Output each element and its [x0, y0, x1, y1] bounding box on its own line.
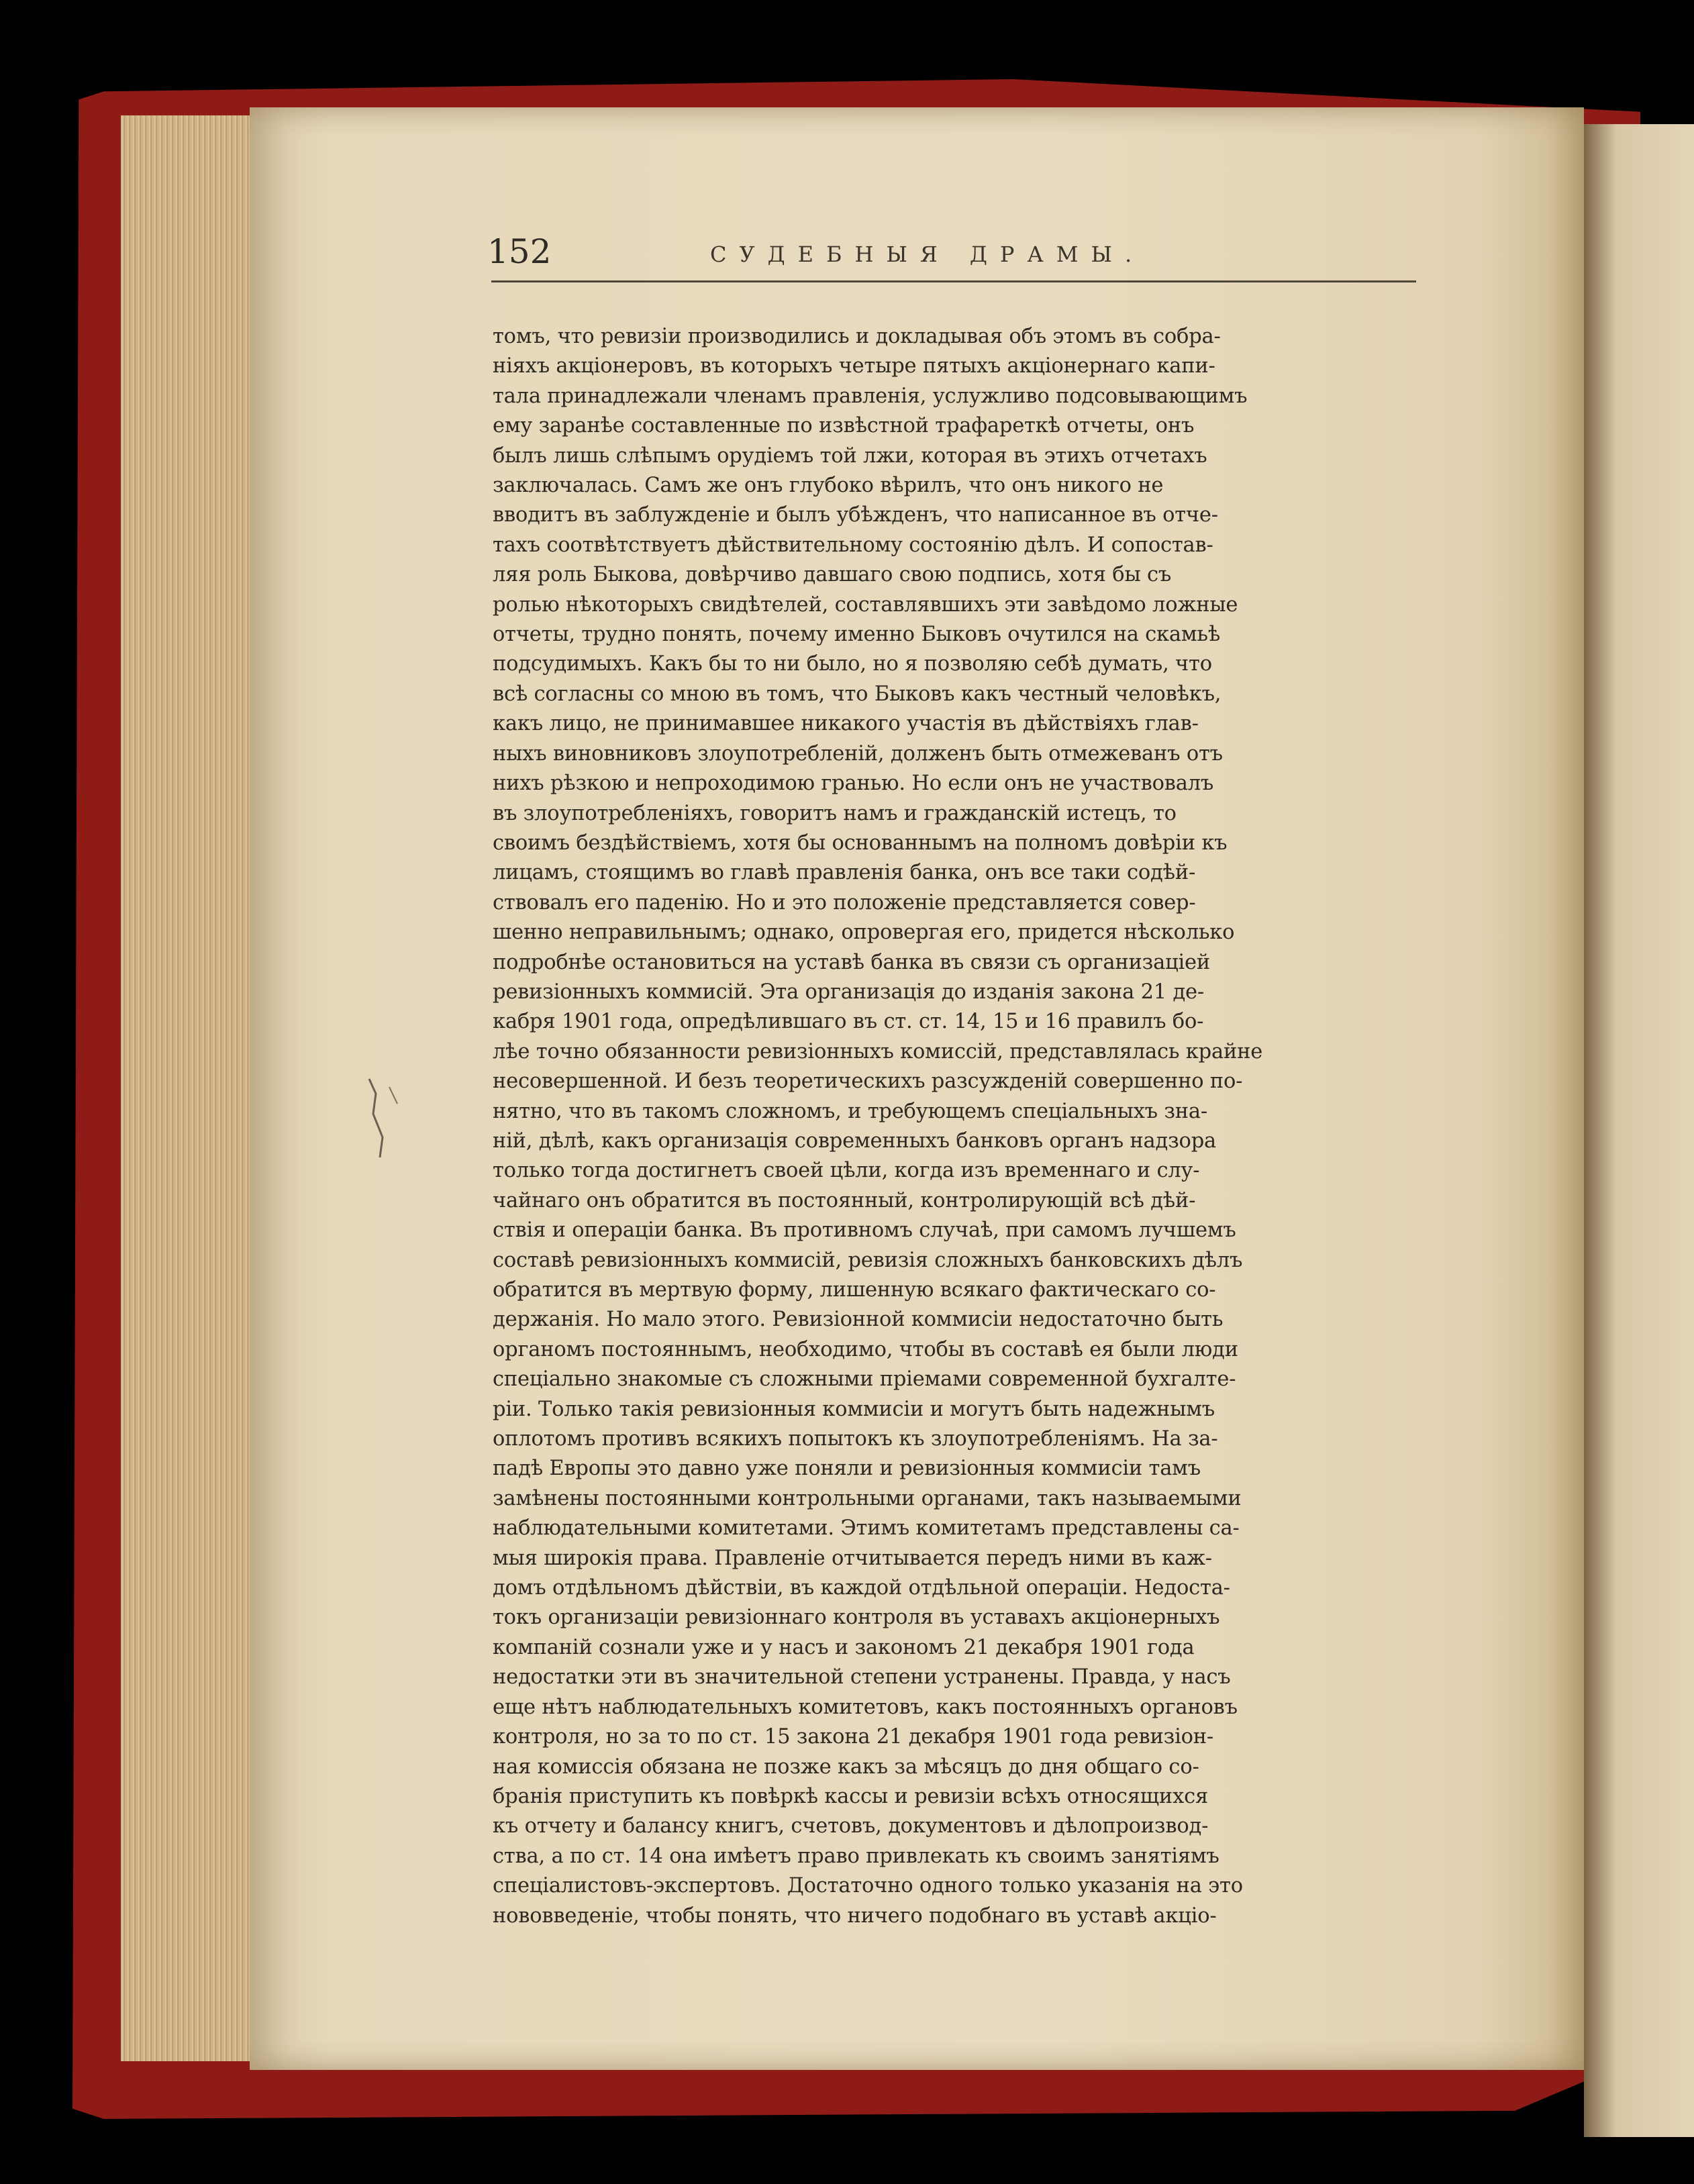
text-line: несовершенной. И безъ теоретическихъ разсужденій совершенно по- — [493, 1070, 1243, 1094]
text-line: ревизіонныхъ коммисій. Эта организація до изданія закона 21 де- — [493, 980, 1205, 1004]
header-rule — [491, 280, 1416, 282]
text-line: ролью нѣкоторыхъ свидѣтелей, составлявшихъ эти завѣдомо ложные — [493, 592, 1238, 617]
text-line: оплотомъ противъ всякихъ попытокъ къ злоупотребленіямъ. На за- — [493, 1427, 1218, 1451]
text-line: токъ организаціи ревизіоннаго контроля въ уставахъ акціонерныхъ — [493, 1606, 1220, 1630]
text-line: ему заранѣе составленные по извѣстной трафареткѣ отчеты, онъ — [493, 414, 1195, 438]
text-line: къ отчету и балансу книгъ, счетовъ, документовъ и дѣлопроизвод- — [493, 1814, 1209, 1838]
text-line: домъ отдѣльномъ дѣйствіи, въ каждой отдѣльной операціи. Недоста- — [493, 1576, 1230, 1600]
text-line: ляя роль Быкова, довѣрчиво давшаго свою подпись, хотя бы съ — [493, 563, 1172, 587]
text-line: томъ, что ревизіи производились и докладывая объ этомъ въ собра- — [493, 325, 1221, 348]
text-line: ніяхъ акціонеровъ, въ которыхъ четыре пятыхъ акціонернаго капи- — [493, 354, 1215, 378]
text-line: бранія приступить къ повѣркѣ кассы и ревизіи всѣхъ относящихся — [493, 1784, 1208, 1808]
text-line: недостатки эти въ значительной степени устранены. Правда, у насъ — [493, 1665, 1231, 1689]
text-line: нихъ рѣзкою и непроходимою гранью. Но если онъ не участвовалъ — [493, 772, 1214, 796]
text-line: ныхъ виновниковъ злоупотребленій, долженъ быть отмежеванъ отъ — [493, 741, 1223, 766]
page-edges — [121, 115, 262, 2061]
pencil-mark-icon — [362, 1074, 409, 1161]
text-line: составѣ ревизіонныхъ коммисій, ревизія сложныхъ банковскихъ дѣлъ — [493, 1248, 1243, 1272]
text-line: лѣе точно обязанности ревизіонныхъ комиссій, представлялась крайне — [493, 1039, 1263, 1063]
text-line: ствовалъ его паденію. Но и это положеніе представляется совер- — [493, 890, 1196, 915]
text-line: всѣ согласны со мною въ томъ, что Быковъ какъ честный человѣкъ, — [493, 682, 1222, 706]
text-line: ная комиссія обязана не позже какъ за мѣсяцъ до дня общаго со- — [493, 1755, 1199, 1779]
text-line: обратится въ мертвую форму, лишенную всякаго фактическаго со- — [493, 1278, 1216, 1302]
text-line: какъ лицо, не принимавшее никакого участія въ дѣйствіяхъ глав- — [493, 712, 1199, 736]
text-line: нововведеніе, чтобы понять, что ничего подобнаго въ уставѣ акціо- — [493, 1904, 1217, 1928]
text-line: контроля, но за то по ст. 15 закона 21 декабря 1901 года ревизіон- — [493, 1725, 1214, 1749]
text-line: своимъ бездѣйствіемъ, хотя бы основаннымъ на полномъ довѣріи къ — [493, 831, 1228, 855]
text-line: подсудимыхъ. Какъ бы то ни было, но я позволяю себѣ думать, что — [493, 652, 1212, 676]
text-line: тала принадлежали членамъ правленія, услужливо подсовывающимъ — [493, 384, 1248, 408]
text-line: спеціалистовъ-экспертовъ. Достаточно одного только указанія на это — [493, 1874, 1243, 1898]
text-line: спеціально знакомые съ сложными пріемами современной бухгалте- — [493, 1367, 1236, 1392]
text-line: органомъ постояннымъ, необходимо, чтобы въ составѣ ея были люди — [493, 1337, 1238, 1361]
text-line: чайнаго онъ обратится въ постоянный, контролирующій всѣ дѣй- — [493, 1188, 1196, 1212]
text-line: лицамъ, стоящимъ во главѣ правленія банка, онъ все таки содѣй- — [493, 861, 1196, 885]
text-line: еще нѣтъ наблюдательныхъ комитетовъ, какъ постоянныхъ органовъ — [493, 1695, 1238, 1719]
text-line: ній, дѣлѣ, какъ организація современныхъ банковъ органъ надзора — [493, 1129, 1217, 1153]
text-line: ріи. Только такія ревизіонныя коммисіи и могутъ быть надежнымъ — [493, 1397, 1215, 1421]
text-line: ствія и операціи банка. Въ противномъ случаѣ, при самомъ лучшемъ — [493, 1218, 1236, 1243]
text-line: отчеты, трудно понять, почему именно Быковъ очутился на скамьѣ — [493, 623, 1221, 647]
text-line: тахъ соотвѣтствуетъ дѣйствительному состоянію дѣлъ. И сопостав- — [493, 533, 1213, 557]
text-line: былъ лишь слѣпымъ орудіемъ той лжи, которая въ этихъ отчетахъ — [493, 444, 1207, 468]
text-line: падѣ Европы это давно уже поняли и ревизіонныя коммисіи тамъ — [493, 1457, 1201, 1481]
text-line: нятно, что въ такомъ сложномъ, и требующемъ спеціальныхъ зна- — [493, 1099, 1207, 1123]
text-line: въ злоупотребленіяхъ, говоритъ намъ и гражданскій истецъ, то — [493, 801, 1177, 825]
text-line: подробнѣе остановиться на уставѣ банка въ связи съ организаціей — [493, 950, 1211, 974]
text-line: заключалась. Самъ же онъ глубоко вѣрилъ, что онъ никого не — [493, 474, 1164, 498]
running-title: СУДЕБНЫЯ ДРАМЫ. — [710, 242, 1145, 267]
page-number: 152 — [487, 232, 552, 271]
text-line: компаній сознали уже и у насъ и закономъ 21 декабря 1901 года — [493, 1635, 1195, 1659]
text-line: шенно неправильнымъ; однако, опровергая его, придется нѣсколько — [493, 921, 1235, 945]
text-line: ства, а по ст. 14 она имѣетъ право привлекать къ своимъ занятіямъ — [493, 1844, 1219, 1868]
text-line: кабря 1901 года, опредѣлившаго въ ст. ст. 14, 15 и 16 правилъ бо- — [493, 1010, 1204, 1034]
text-line: наблюдательными комитетами. Этимъ комитетамъ представлены са- — [493, 1516, 1240, 1541]
body-text — [493, 322, 1419, 1931]
facing-page-edge — [1584, 124, 1694, 2137]
text-line: мыя широкія права. Правленіе отчитывается передъ ними въ каж- — [493, 1546, 1212, 1570]
text-line: держанія. Но мало этого. Ревизіонной коммисіи недостаточно быть — [493, 1308, 1224, 1332]
text-line: вводитъ въ заблужденіе и былъ убѣжденъ, что написанное въ отче- — [493, 503, 1218, 527]
text-line: замѣнены постоянными контрольными органами, такъ называемыми — [493, 1486, 1242, 1510]
text-line: только тогда достигнетъ своей цѣли, когда изъ временнаго и слу- — [493, 1159, 1200, 1183]
